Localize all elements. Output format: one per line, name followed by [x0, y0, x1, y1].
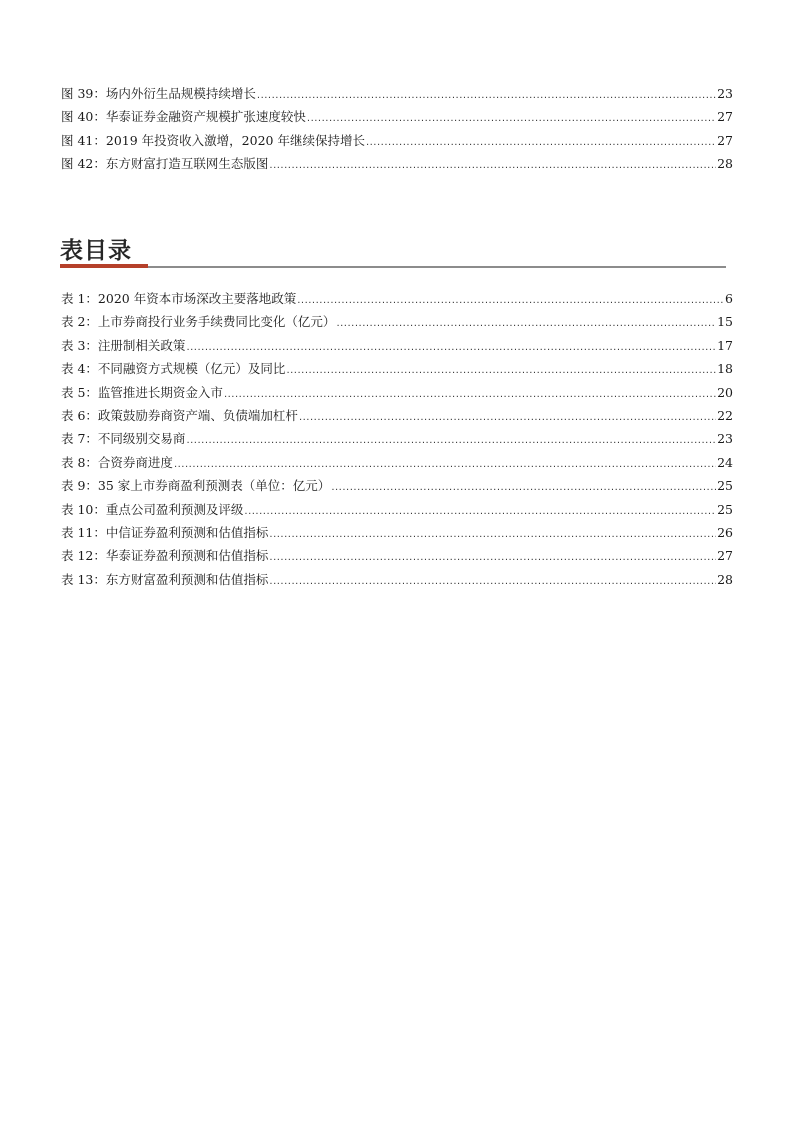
- table-entry[interactable]: [61, 451, 733, 474]
- entry-label: 表 5：监管推进长期资金入市: [61, 384, 223, 400]
- dot-leader: [269, 546, 716, 569]
- entry-label: 表 7：不同级别交易商: [61, 431, 186, 447]
- page-number: 24: [717, 454, 733, 470]
- page-number: 23: [717, 86, 733, 101]
- entry-label: 图 41：2019 年投资收入激增，2020 年继续保持增长: [61, 132, 365, 148]
- table-entry[interactable]: [61, 357, 733, 380]
- dot-leader: [186, 336, 716, 359]
- table-list: [61, 287, 733, 591]
- page-number: 27: [717, 132, 733, 148]
- table-entry[interactable]: [61, 474, 733, 497]
- page-number: 15: [717, 314, 733, 330]
- table-entry[interactable]: [61, 427, 733, 450]
- figure-list: [61, 82, 733, 176]
- page-number: 26: [717, 524, 733, 540]
- figure-entry[interactable]: [61, 152, 733, 175]
- dot-leader: [174, 453, 716, 476]
- dot-leader: [366, 131, 716, 154]
- page-number: 23: [717, 431, 733, 447]
- table-entry[interactable]: [61, 334, 733, 357]
- entry-label: 表 10：重点公司盈利预测及评级: [61, 501, 244, 517]
- table-entry[interactable]: [61, 381, 733, 404]
- figure-entry[interactable]: [61, 82, 733, 105]
- dot-leader: [286, 359, 716, 382]
- entry-label: 表 3：注册制相关政策: [61, 337, 186, 353]
- dot-leader: [297, 289, 724, 312]
- entry-label: 图 39：场内外衍生品规模持续增长: [61, 86, 256, 101]
- dot-leader: [269, 570, 716, 593]
- dot-leader: [331, 476, 716, 499]
- table-entry[interactable]: [61, 544, 733, 567]
- entry-label: 表 13：东方财富盈利预测和估值指标: [61, 571, 269, 587]
- entry-label: 表 9：35 家上市券商盈利预测表（单位：亿元）: [61, 478, 331, 494]
- entry-label: 表 1：2020 年资本市场深改主要落地政策: [61, 291, 297, 306]
- dot-leader: [307, 107, 716, 130]
- dot-leader: [336, 312, 716, 335]
- table-entry[interactable]: [61, 310, 733, 333]
- page-number: 27: [717, 548, 733, 564]
- entry-label: 表 6：政策鼓励券商资产端、负债端加杠杆: [61, 407, 298, 423]
- heading-divider: [60, 266, 726, 268]
- dot-leader: [257, 84, 716, 107]
- dot-leader: [244, 500, 716, 523]
- page-number: 18: [717, 361, 733, 377]
- table-entry[interactable]: [61, 568, 733, 591]
- section-title: 表目录: [60, 238, 132, 264]
- heading-accent-bar: [60, 264, 148, 268]
- dot-leader: [186, 429, 716, 452]
- figure-entry[interactable]: [61, 105, 733, 128]
- page-number: 28: [717, 571, 733, 587]
- entry-label: 表 12：华泰证券盈利预测和估值指标: [61, 548, 269, 564]
- entry-label: 表 8：合资券商进度: [61, 454, 173, 470]
- dot-leader: [299, 406, 716, 429]
- entry-label: 图 40：华泰证券金融资产规模扩张速度较快: [61, 109, 306, 125]
- page-number: 17: [717, 337, 733, 353]
- page-number: 6: [725, 291, 733, 306]
- entry-label: 表 2：上市券商投行业务手续费同比变化（亿元）: [61, 314, 336, 330]
- entry-label: 表 4：不同融资方式规模（亿元）及同比: [61, 361, 286, 377]
- table-entry[interactable]: [61, 404, 733, 427]
- entry-label: 表 11：中信证券盈利预测和估值指标: [61, 524, 269, 540]
- entry-label: 图 42：东方财富打造互联网生态版图: [61, 156, 269, 172]
- figure-entry[interactable]: [61, 129, 733, 152]
- dot-leader: [269, 523, 716, 546]
- dot-leader: [224, 383, 716, 406]
- table-entry[interactable]: [61, 498, 733, 521]
- page-number: 25: [717, 478, 733, 494]
- page-number: 27: [717, 109, 733, 125]
- page-number: 28: [717, 156, 733, 172]
- table-entry[interactable]: [61, 287, 733, 310]
- dot-leader: [269, 154, 716, 177]
- page-number: 22: [717, 407, 733, 423]
- table-entry[interactable]: [61, 521, 733, 544]
- page-number: 20: [717, 384, 733, 400]
- page-number: 25: [717, 501, 733, 517]
